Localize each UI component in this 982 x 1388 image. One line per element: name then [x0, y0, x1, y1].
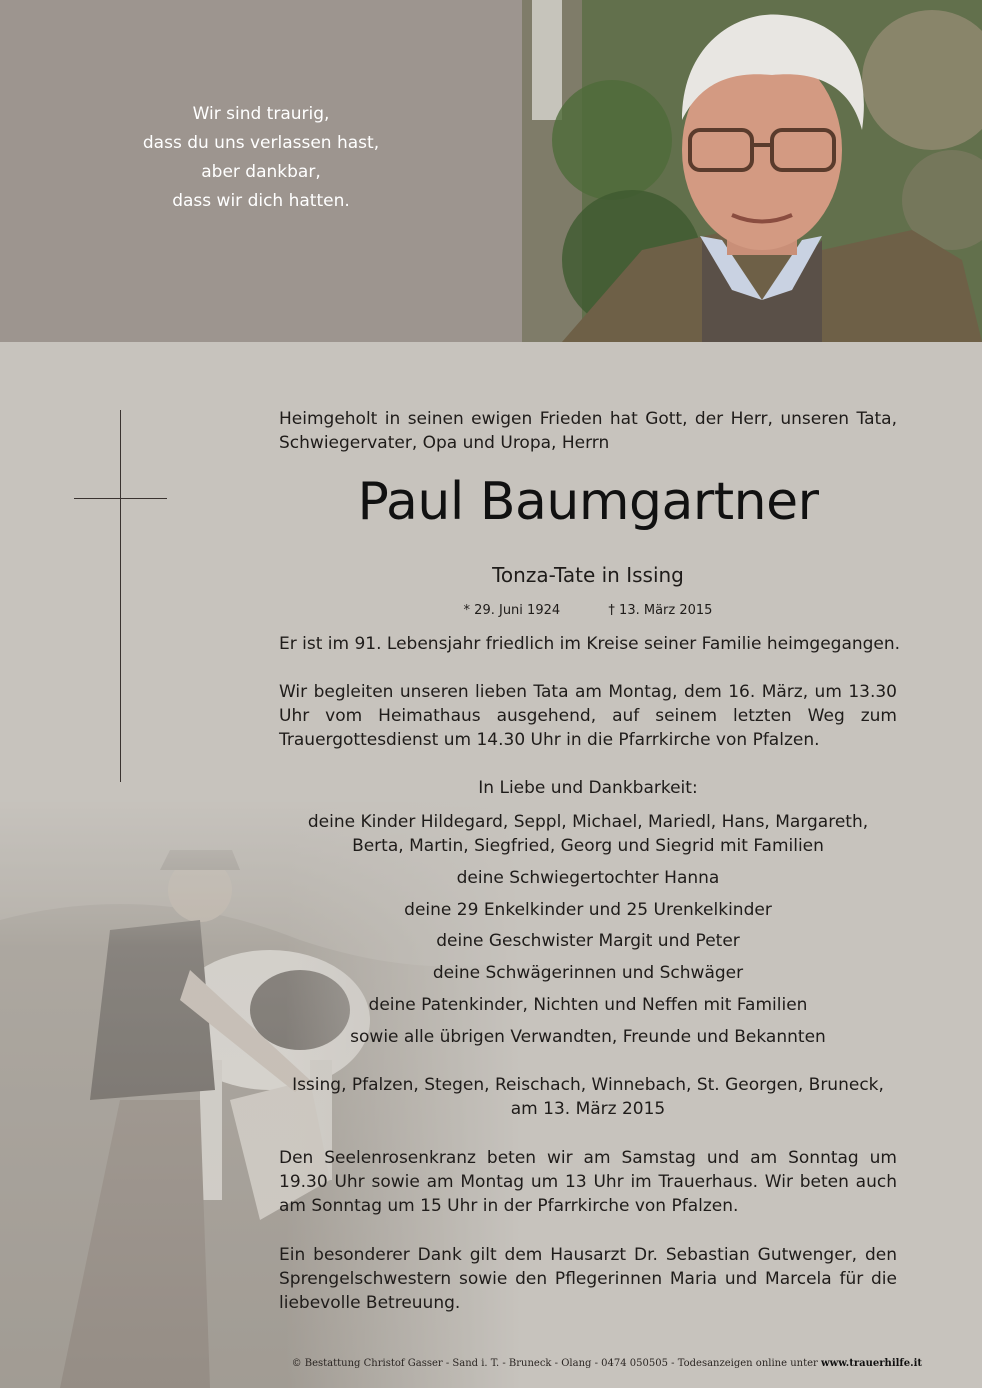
family-heading: In Liebe und Dankbarkeit:: [478, 778, 698, 798]
house-name: Tonza-Tate in Issing: [492, 563, 684, 587]
family-line: deine Geschwister Margit und Peter: [436, 931, 740, 951]
memorial-quote: [0, 100, 522, 216]
family-line: sowie alle übrigen Verwandten, Freunde und Bekannten: [350, 1027, 826, 1047]
rosary-text: Den Seelenrosenkranz beten wir am Samstag und am Sonntag um 19.30 Uhr sowie am Montag um 13 Uhr im Trauerhaus. Wir beten auch am Sonntag um 15 Uhr in der Pfarrkirche von Pfalzen.: [279, 1148, 897, 1216]
quote-line: dass du uns verlassen hast,: [142, 133, 380, 153]
quote-line: dass wir dich hatten.: [172, 191, 350, 211]
family-line: Berta, Martin, Siegfried, Georg und Siegrid mit Familien: [352, 836, 824, 856]
thanks-text: Ein besonderer Dank gilt dem Hausarzt Dr. Sebastian Gutwenger, den Sprengelschwestern sowie den Pflegerinnen Maria und Marcela für die liebevolle Betreuung.: [279, 1245, 897, 1313]
family-line: deine Kinder Hildegard, Seppl, Michael, Mariedl, Hans, Margareth,: [307, 812, 869, 832]
quote-panel: [0, 0, 522, 342]
quote-line: aber dankbar,: [201, 162, 321, 182]
place-date: am 13. März 2015: [510, 1099, 666, 1119]
family-line: deine Patenkinder, Nichten und Neffen mit Familien: [368, 995, 808, 1015]
family-line: deine Schwägerinnen und Schwäger: [432, 963, 744, 983]
portrait-photo: [522, 0, 982, 342]
footer: [0, 1358, 922, 1369]
death-date: † 13. März 2015: [608, 603, 713, 618]
passing-text: Er ist im 91. Lebensjahr friedlich im Kreise seiner Familie heimgegangen.: [279, 634, 901, 654]
cross-icon-bar: [74, 498, 167, 499]
cross-icon: [120, 410, 121, 782]
footer-link[interactable]: www.trauerhilfe.it: [820, 1358, 922, 1369]
life-dates: [279, 599, 897, 623]
family-line: deine 29 Enkelkinder und 25 Urenkelkinder: [404, 900, 772, 920]
birth-date: * 29. Juni 1924: [463, 603, 561, 618]
places-line: Issing, Pfalzen, Stegen, Reischach, Winnebach, St. Georgen, Bruneck,: [292, 1075, 884, 1095]
funeral-text: Wir begleiten unseren lieben Tata am Montag, dem 16. März, um 13.30 Uhr vom Heimathaus ausgehend, auf seinem letzten Weg zum Trauergottesdienst um 14.30 Uhr in die Pfarrkirche von Pfalzen.: [279, 682, 897, 750]
quote-line: Wir sind traurig,: [192, 104, 330, 124]
portrait-illustration: [522, 0, 982, 342]
family-line: deine Schwiegertochter Hanna: [456, 868, 720, 888]
footer-text: © Bestattung Christof Gasser - Sand i. T. - Bruneck - Olang - 0474 050505 - Todesanzeigen online unter: [291, 1358, 818, 1369]
intro-text: Heimgeholt in seinen ewigen Frieden hat Gott, der Herr, unseren Tata, Schwiegervater, Opa und Uropa, Herrn: [279, 409, 897, 453]
deceased-name: Paul Baumgartner: [357, 472, 819, 532]
